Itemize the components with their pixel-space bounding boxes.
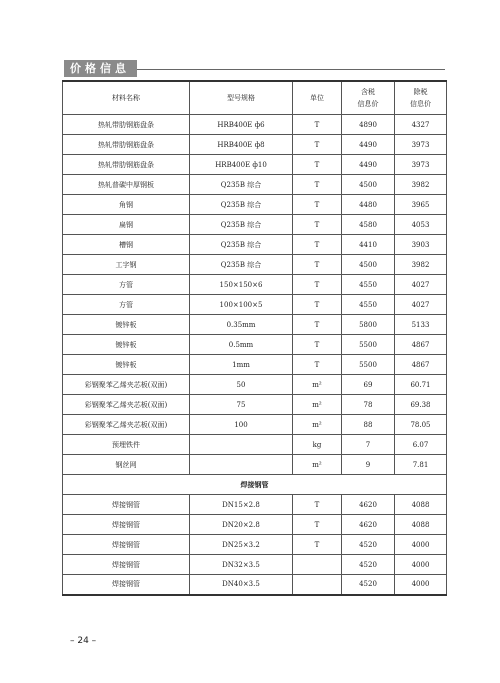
cell-name: 镀锌板: [63, 315, 190, 335]
table-row: [63, 335, 447, 355]
table-row: [63, 355, 447, 375]
cell-tax: 4410: [342, 235, 395, 255]
table-row: [63, 155, 447, 175]
cell-spec: 150×150×6: [190, 275, 293, 295]
cell-notax: 60.71: [395, 375, 447, 395]
table-row: [63, 135, 447, 155]
table-row: [63, 495, 447, 515]
cell-tax: 4550: [342, 275, 395, 295]
table-row: [63, 535, 447, 555]
cell-name: 槽钢: [63, 235, 190, 255]
cell-spec: 75: [190, 395, 293, 415]
cell-notax: 4027: [395, 295, 447, 315]
cell-notax: 3982: [395, 255, 447, 275]
cell-notax: 3973: [395, 135, 447, 155]
table-row: [63, 115, 447, 135]
cell-unit: T: [293, 315, 342, 335]
cell-tax: 69: [342, 375, 395, 395]
cell-notax: 5133: [395, 315, 447, 335]
cell-unit: T: [293, 195, 342, 215]
cell-unit: m²: [293, 395, 342, 415]
cell-spec: 0.5mm: [190, 335, 293, 355]
cell-name: 热轧普碳中厚钢板: [63, 175, 190, 195]
cell-spec: DN25×3.2: [190, 535, 293, 555]
cell-unit: T: [293, 255, 342, 275]
cell-tax: 9: [342, 455, 395, 475]
cell-tax: 4520: [342, 555, 395, 575]
cell-tax: 4500: [342, 255, 395, 275]
table-row: [63, 555, 447, 575]
cell-spec: Q235B 综合: [190, 255, 293, 275]
table-row: [63, 575, 447, 595]
column-header: 除税 信息价: [395, 81, 447, 115]
cell-spec: DN20×2.8: [190, 515, 293, 535]
table-row: [63, 255, 447, 275]
cell-notax: 4000: [395, 535, 447, 555]
cell-spec: Q235B 综合: [190, 195, 293, 215]
cell-tax: 4480: [342, 195, 395, 215]
cell-spec: Q235B 综合: [190, 175, 293, 195]
cell-tax: 4550: [342, 295, 395, 315]
cell-notax: 4088: [395, 495, 447, 515]
cell-unit: T: [293, 135, 342, 155]
cell-spec: Q235B 综合: [190, 235, 293, 255]
cell-name: 彩钢聚苯乙烯夹芯板(双面): [63, 395, 190, 415]
page-number: – 24 –: [70, 636, 97, 646]
cell-tax: 5500: [342, 335, 395, 355]
cell-tax: 88: [342, 415, 395, 435]
cell-name: 扁钢: [63, 215, 190, 235]
cell-notax: 4000: [395, 575, 447, 595]
table-row: [63, 295, 447, 315]
cell-unit: T: [293, 355, 342, 375]
cell-name: 角钢: [63, 195, 190, 215]
cell-spec: DN15×2.8: [190, 495, 293, 515]
cell-tax: 4520: [342, 535, 395, 555]
cell-name: 镀锌板: [63, 335, 190, 355]
cell-notax: 4867: [395, 355, 447, 375]
cell-name: 热轧带肋钢筋盘条: [63, 115, 190, 135]
cell-notax: 4867: [395, 335, 447, 355]
cell-notax: 4027: [395, 275, 447, 295]
cell-unit: T: [293, 495, 342, 515]
cell-tax: 4490: [342, 135, 395, 155]
table-row: [63, 375, 447, 395]
cell-tax: 5500: [342, 355, 395, 375]
cell-name: 焊接钢管: [63, 515, 190, 535]
cell-notax: 78.05: [395, 415, 447, 435]
cell-notax: 3973: [395, 155, 447, 175]
column-header: 单位: [293, 81, 342, 115]
cell-spec: [190, 455, 293, 475]
table-row: [63, 435, 447, 455]
cell-tax: 4620: [342, 515, 395, 535]
cell-name: 焊接钢管: [63, 555, 190, 575]
cell-tax: 7: [342, 435, 395, 455]
cell-notax: 4000: [395, 555, 447, 575]
cell-spec: HRB400E ф8: [190, 135, 293, 155]
cell-name: 钢丝网: [63, 455, 190, 475]
table-row: [63, 175, 447, 195]
cell-tax: 4500: [342, 175, 395, 195]
cell-unit: T: [293, 235, 342, 255]
table-row: [63, 315, 447, 335]
cell-notax: 7.81: [395, 455, 447, 475]
cell-name: 焊接钢管: [63, 535, 190, 555]
cell-name: 方管: [63, 295, 190, 315]
column-header: 材料名称: [63, 81, 190, 115]
cell-spec: 100: [190, 415, 293, 435]
cell-name: 镀锌板: [63, 355, 190, 375]
cell-spec: HRB400E ф6: [190, 115, 293, 135]
cell-tax: 78: [342, 395, 395, 415]
table-row: [63, 195, 447, 215]
cell-notax: 4088: [395, 515, 447, 535]
cell-notax: 3982: [395, 175, 447, 195]
cell-tax: 4890: [342, 115, 395, 135]
cell-name: 热轧带肋钢筋盘条: [63, 155, 190, 175]
cell-name: 焊接钢管: [63, 575, 190, 595]
cell-unit: T: [293, 175, 342, 195]
cell-notax: 6.07: [395, 435, 447, 455]
cell-spec: 1mm: [190, 355, 293, 375]
cell-spec: 0.35mm: [190, 315, 293, 335]
cell-tax: 5800: [342, 315, 395, 335]
section-header: 价格信息: [64, 60, 137, 77]
cell-tax: 4620: [342, 495, 395, 515]
table-row: [63, 215, 447, 235]
cell-unit: T: [293, 115, 342, 135]
table-row: [63, 515, 447, 535]
cell-notax: 69.38: [395, 395, 447, 415]
cell-spec: 50: [190, 375, 293, 395]
cell-unit: m²: [293, 375, 342, 395]
cell-notax: 3965: [395, 195, 447, 215]
table-row: [63, 455, 447, 475]
table-row: [63, 415, 447, 435]
cell-tax: 4580: [342, 215, 395, 235]
cell-unit: [293, 575, 342, 595]
price-table: [62, 80, 447, 596]
cell-notax: 4327: [395, 115, 447, 135]
cell-tax: 4490: [342, 155, 395, 175]
cell-name: 彩钢聚苯乙烯夹芯板(双面): [63, 375, 190, 395]
cell-unit: m²: [293, 415, 342, 435]
cell-spec: Q235B 综合: [190, 215, 293, 235]
cell-unit: T: [293, 335, 342, 355]
cell-tax: 4520: [342, 575, 395, 595]
table-row: [63, 235, 447, 255]
cell-unit: T: [293, 155, 342, 175]
cell-unit: T: [293, 515, 342, 535]
cell-name: 彩钢聚苯乙烯夹芯板(双面): [63, 415, 190, 435]
cell-name: 方管: [63, 275, 190, 295]
cell-name: 焊接钢管: [63, 495, 190, 515]
section-row: [63, 475, 447, 495]
cell-notax: 4053: [395, 215, 447, 235]
cell-unit: T: [293, 275, 342, 295]
cell-unit: kg: [293, 435, 342, 455]
cell-name: 工字钢: [63, 255, 190, 275]
column-header: 含税 信息价: [342, 81, 395, 115]
cell-name: 热轧带肋钢筋盘条: [63, 135, 190, 155]
cell-spec: [190, 435, 293, 455]
header-rule: [137, 69, 445, 70]
cell-unit: T: [293, 295, 342, 315]
cell-unit: T: [293, 215, 342, 235]
cell-spec: 100×100×5: [190, 295, 293, 315]
cell-unit: [293, 555, 342, 575]
table-row: [63, 275, 447, 295]
cell-notax: 3903: [395, 235, 447, 255]
table-row: [63, 395, 447, 415]
cell-spec: DN32×3.5: [190, 555, 293, 575]
cell-name: 预埋铁件: [63, 435, 190, 455]
cell-unit: T: [293, 535, 342, 555]
cell-spec: HRB400E ф10: [190, 155, 293, 175]
cell-spec: DN40×3.5: [190, 575, 293, 595]
column-header: 型号规格: [190, 81, 293, 115]
cell-unit: m²: [293, 455, 342, 475]
section-title: 焊接钢管: [63, 475, 447, 495]
